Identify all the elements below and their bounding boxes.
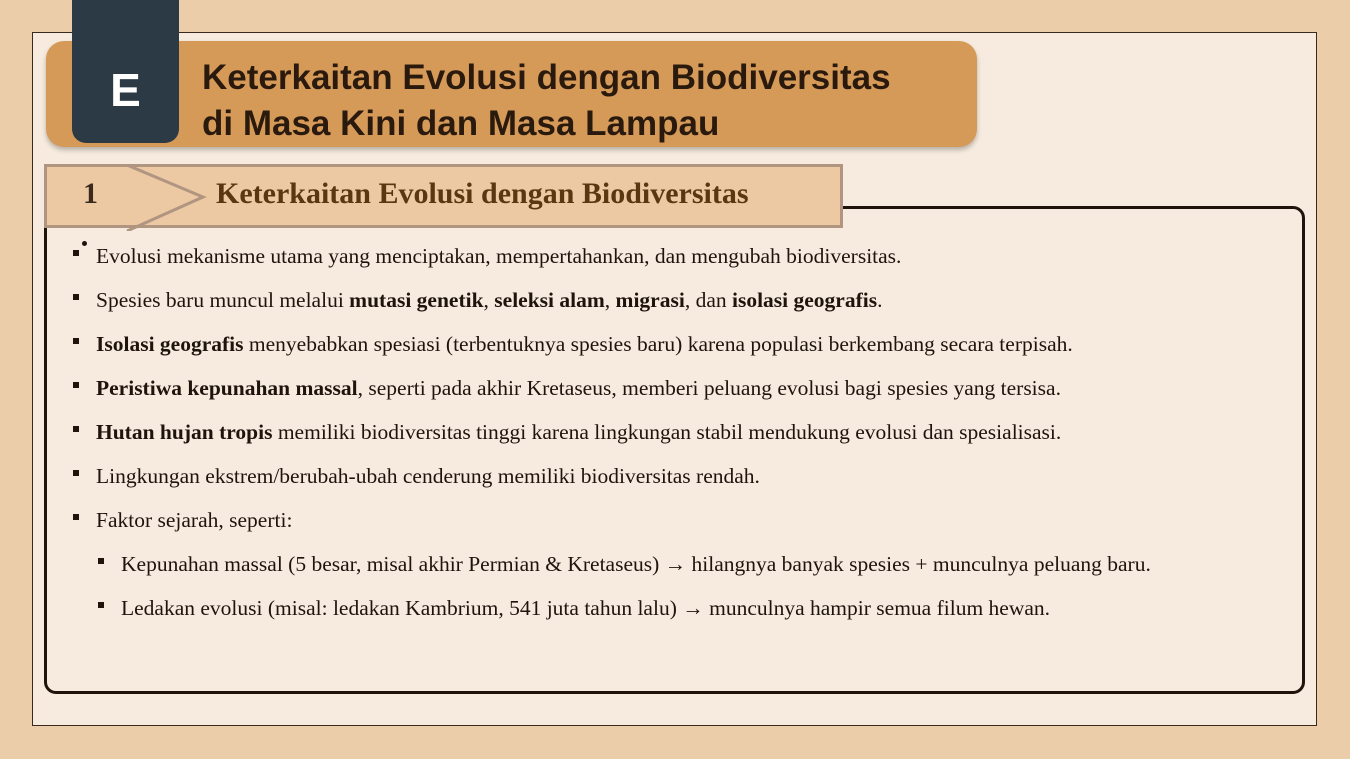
bullet-text: Evolusi mekanisme utama yang menciptakan, mempertahankan, dan mengubah biodiversitas.: [96, 244, 902, 268]
page-title-line-2: di Masa Kini dan Masa Lampau: [202, 104, 720, 143]
bullet-text: ,: [483, 288, 495, 312]
bullet-keyword: mutasi genetik: [349, 288, 484, 312]
bullet-keyword: migrasi: [615, 288, 685, 312]
list-item: [70, 410, 1278, 454]
list-item: [70, 234, 1278, 278]
bullet-text: .: [877, 288, 883, 312]
subsection-number: 1: [83, 177, 98, 210]
bullet-text: Kepunahan massal (5 besar, misal akhir Permian & Kretaseus) → hilangnya banyak spesies + munculnya peluang baru.: [121, 552, 1151, 576]
list-item: [70, 322, 1278, 366]
page-title: [202, 55, 962, 147]
bullet-keyword: Peristiwa kepunahan massal: [96, 376, 358, 400]
bullet-text: Faktor sejarah, seperti:: [96, 508, 293, 532]
bullet-text: menyebabkan spesiasi (terbentuknya spesies baru) karena populasi berkembang secara terpisah.: [243, 332, 1073, 356]
page-title-line-1: Keterkaitan Evolusi dengan Biodiversitas: [202, 58, 891, 97]
section-letter: E: [110, 63, 141, 116]
subsection-title: Keterkaitan Evolusi dengan Biodiversitas: [216, 177, 749, 210]
section-letter-tab: [72, 0, 179, 143]
bullet-text: Ledakan evolusi (misal: ledakan Kambrium, 541 juta tahun lalu) → munculnya hampir semua filum hewan.: [121, 596, 1051, 620]
bullet-keyword: Hutan hujan tropis: [96, 420, 273, 444]
bullet-keyword: seleksi alam: [494, 288, 605, 312]
bullet-text: , dan: [684, 288, 732, 312]
bullet-list: [70, 234, 1278, 630]
list-item: [70, 454, 1278, 498]
subsection-banner: [44, 164, 843, 228]
bullet-text: ,: [604, 288, 616, 312]
list-item: [70, 498, 1278, 542]
list-item: [70, 366, 1278, 410]
bullet-text: Lingkungan ekstrem/berubah-ubah cenderung memiliki biodiversitas rendah.: [96, 464, 760, 488]
bullet-keyword: isolasi geografis: [731, 288, 878, 312]
list-item: [70, 278, 1278, 322]
sub-list-item: [95, 586, 1278, 630]
bullet-text: memiliki biodiversitas tinggi karena lingkungan stabil mendukung evolusi dan spesialisasi.: [272, 420, 1062, 444]
bullet-keyword: Isolasi geografis: [96, 332, 244, 356]
bullet-text: , seperti pada akhir Kretaseus, memberi peluang evolusi bagi spesies yang tersisa.: [357, 376, 1061, 400]
sub-list-item: [95, 542, 1278, 586]
bullet-text: Spesies baru muncul melalui: [96, 288, 350, 312]
